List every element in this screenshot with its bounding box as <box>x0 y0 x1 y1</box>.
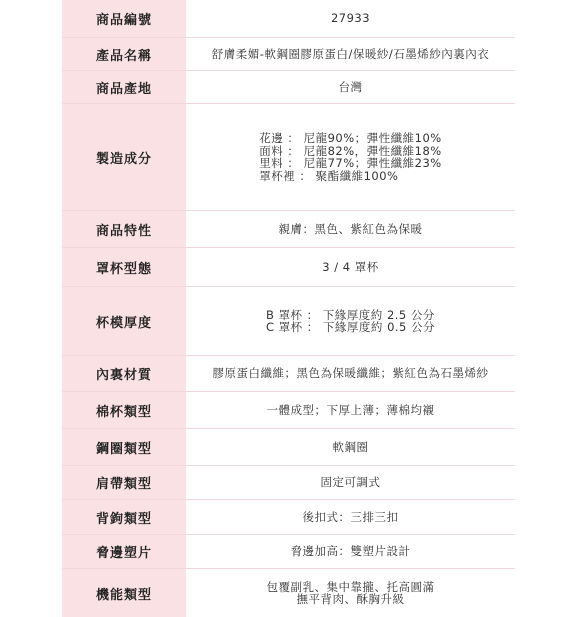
spec-row-cup-type <box>62 392 515 429</box>
spec-label: 商品編號 <box>62 0 186 37</box>
spec-value: 3 / 4 罩杯 <box>322 259 379 274</box>
spec-label: 機能類型 <box>62 569 186 617</box>
spec-value: 親膚：黑色、紫紅色為保暖 <box>278 221 423 236</box>
cup-thickness-list <box>266 309 435 334</box>
composition-line: 面料 ： 尼龍82%，彈性纖維18% <box>259 143 442 158</box>
spec-value: 後扣式：三排三扣 <box>302 509 399 524</box>
spec-label: 棉杯類型 <box>62 392 186 428</box>
composition-line: 里料 ： 尼龍77%；彈性纖維23% <box>259 156 442 170</box>
function-line: 包覆副乳、集中靠攏、托高圓滿 <box>266 579 435 594</box>
spec-value <box>186 104 515 210</box>
spec-value <box>186 569 515 617</box>
spec-row-cup-thickness <box>62 287 515 356</box>
spec-value: 固定可調式 <box>320 475 381 489</box>
spec-value: 一體成型；下厚上薄；薄棉均襯 <box>266 402 435 417</box>
spec-row-features <box>62 211 515 248</box>
cup-thickness-line: B 罩杯 ： 下緣厚度約 2.5 公分 <box>265 307 435 322</box>
spec-value: 台灣 <box>338 79 363 94</box>
cup-thickness-line: C 罩杯 ： 下緣厚度約 0.5 公分 <box>265 320 436 334</box>
spec-value: 27933 <box>330 11 371 25</box>
spec-value: 脅邊加高：雙塑片設計 <box>290 544 411 558</box>
spec-label: 杯模厚度 <box>62 287 186 355</box>
spec-label: 鋼圈類型 <box>62 429 186 465</box>
spec-label: 背鉤類型 <box>62 500 186 534</box>
spec-row-origin <box>62 71 515 104</box>
spec-row-composition <box>62 104 515 211</box>
spec-row-function <box>62 569 515 617</box>
spec-value: 膠原蛋白纖維；黑色為保暖纖維；紫紅色為石墨烯紗 <box>212 366 489 380</box>
spec-label: 商品特性 <box>62 211 186 247</box>
function-line: 撫平背肉、酥胸升級 <box>296 592 405 606</box>
spec-label: 肩帶類型 <box>62 466 186 499</box>
spec-label: 產品名稱 <box>62 38 186 70</box>
product-spec-table <box>62 0 515 617</box>
spec-value: 舒膚柔媚-軟鋼圈膠原蛋白/保暖紗/石墨烯紗內裏內衣 <box>211 46 490 61</box>
spec-row-product-name <box>62 38 515 71</box>
spec-row-strap-type <box>62 466 515 500</box>
spec-label: 製造成分 <box>62 104 186 210</box>
composition-list <box>259 132 441 182</box>
spec-row-product-no <box>62 0 515 38</box>
spec-label: 商品產地 <box>62 71 186 103</box>
spec-value <box>186 287 515 355</box>
composition-line: 罩杯裡 ： 聚酯纖維100% <box>259 168 399 183</box>
spec-row-wire-type <box>62 429 515 466</box>
spec-label: 罩杯型態 <box>62 248 186 286</box>
spec-value: 軟鋼圈 <box>332 439 369 454</box>
composition-line: 花邊 ： 尼龍90%；彈性纖維10% <box>259 131 442 145</box>
spec-row-side-panel <box>62 535 515 569</box>
spec-row-lining <box>62 356 515 392</box>
spec-row-hook-type <box>62 500 515 535</box>
spec-label: 脅邊塑片 <box>62 535 186 568</box>
spec-label: 內裏材質 <box>62 356 186 391</box>
spec-row-cup-shape <box>62 248 515 287</box>
